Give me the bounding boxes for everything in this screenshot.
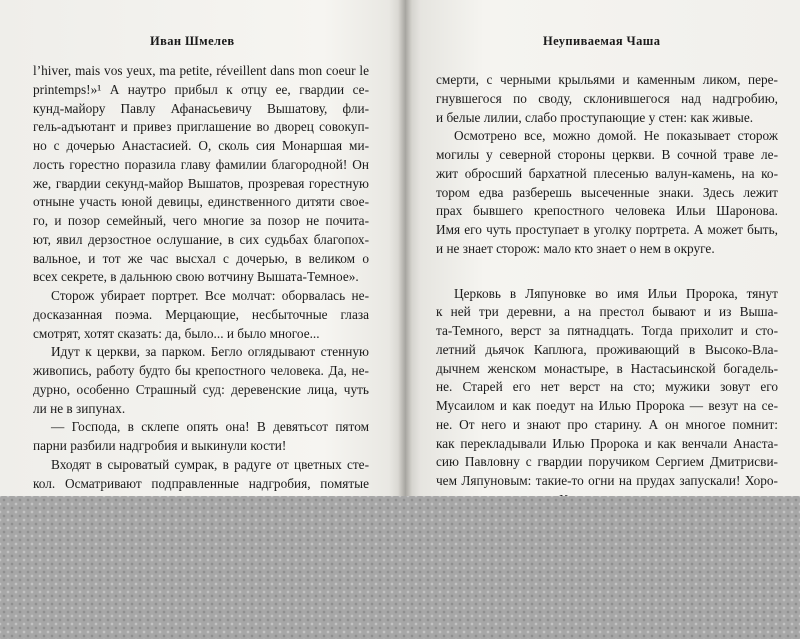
text-line: всех секрете, в дальнюю свою вотчину Вышата-Темное». bbox=[33, 269, 359, 285]
text-line: Входят в сыроватый сумрак, в радуге от цветных сте- bbox=[51, 456, 369, 472]
text-line: к ней три деревни, а на престол бывают и из Выша- bbox=[436, 304, 778, 320]
text-line: Мусаилом и как поедут на Илью Пророка — везут на се- bbox=[436, 398, 778, 413]
text-line: Имя его чуть проступает в уголку портрета. А может быть, bbox=[436, 222, 778, 237]
text-line: но с дочерью Анастасией. О, сколь сия Монаршая ми- bbox=[33, 138, 369, 153]
text-line: же, гвардии секунд-майор Вышатов, прозревая горестную bbox=[33, 175, 369, 191]
left-page bbox=[0, 0, 405, 496]
text-line: го, и позор семейный, чего многие за позор не почита- bbox=[33, 213, 369, 228]
text-line: досказанная поэма. Мерцающие, несбыточные глаза bbox=[33, 306, 369, 322]
text-line: отныне участь юной девицы, единственного дитяти свое- bbox=[33, 194, 369, 210]
text-line: жит обросший бархатной плесенью валун-камень, на ко- bbox=[436, 165, 778, 181]
halftone-background bbox=[0, 496, 800, 639]
text-line: ют, явил дерзостное ослушание, в сих судьбах благопох- bbox=[33, 231, 369, 247]
text-line: l’hiver, mais vos yeux, ma petite, réveillent dans mon coeur le bbox=[33, 63, 369, 78]
text-line: Идут к церкви, за парком. Бегло оглядывают стенную bbox=[51, 344, 369, 360]
text-line: Сторож убирает портрет. Все молчат: оборвалась не- bbox=[51, 288, 369, 303]
text-line: чем Ляпуновым: такие-то огни на прудах запускали! Хоро- bbox=[436, 473, 778, 488]
text-line: летний дьячок Каплюга, проживающий в Высоко-Вла- bbox=[436, 341, 778, 357]
text-line: живопись, работу будто бы крепостного человека. Да, не- bbox=[33, 363, 369, 378]
text-line: — Господа, в склепе опять она! В девятьсот пятом bbox=[51, 419, 369, 435]
text-line: сию Павловну с гвардии поручиком Сергием Дмитрисви- bbox=[436, 454, 778, 470]
text-line: парни разбили надгробия и выкинули кости! bbox=[33, 438, 287, 453]
text-line: кунд-майору Павлу Афанасьевичу Вышатову, фли- bbox=[33, 100, 369, 116]
book-gutter bbox=[398, 0, 412, 496]
text-line: тором едва разберешь высеченные знаки. Здесь лежит bbox=[436, 184, 778, 200]
right-page bbox=[405, 0, 800, 496]
text-line: смерти, с черными крыльями и каменным ликом, пере- bbox=[436, 72, 778, 87]
text-line: не. От него и знают про старину. А он многое помнит: bbox=[436, 416, 778, 432]
text-line: и не знает сторож: мало кто знает о нем в округе. bbox=[436, 240, 715, 256]
text-line: кол. Осматривают подправленные надгробия, помятые bbox=[33, 475, 369, 491]
text-line: дурно, особенно Страшный суд: деревенские лица, чуть bbox=[33, 381, 369, 397]
text-line: Осмотрено все, можно домой. Не показывает сторож bbox=[454, 128, 778, 144]
text-line: гель-адъютант и привез приглашение во дворец совокуп- bbox=[33, 119, 369, 135]
text-line: прах бывшего крепостного человека Ильи Шаронова. bbox=[436, 203, 778, 219]
text-line: та-Темного, верст за пятнадцать. Тогда прихолит и сто- bbox=[436, 323, 778, 338]
text-line: как перекладывали Илью Пророка и как венчали Анаста- bbox=[436, 435, 778, 451]
text-line: могилы у северной стороны церкви. В сочной траве ле- bbox=[436, 147, 778, 162]
running-head-author: Иван Шмелев bbox=[150, 34, 235, 48]
text-line: вальное, и тот же час высхал с дочерью, в великом о bbox=[33, 250, 369, 266]
text-line: гнувшегося по своду, склонившегося над надгробию, bbox=[436, 90, 778, 106]
running-head-title: Неупиваемая Чаша bbox=[543, 34, 661, 48]
text-line: смотрят, хотят сказать: да, было... и было многое... bbox=[33, 325, 320, 341]
text-line: Церковь в Ляпуновке во имя Ильи Пророка, тянут bbox=[454, 285, 778, 301]
text-line: не. Старей его нет верст на сто; мужики зовут его bbox=[436, 379, 778, 395]
text-line: и белые лилии, слабо проступающие у стен: как живые. bbox=[436, 109, 754, 125]
text-line: ли не в зипунах. bbox=[33, 400, 126, 416]
text-line: printemps!»¹ А наутро прибыл к отцу ее, гвардии се- bbox=[33, 81, 369, 97]
text-line: лость горестно поразила главу фамилии благородной! Он bbox=[33, 156, 369, 172]
text-line: дычнем женском монастыре, в Настасьинской богадель- bbox=[436, 360, 778, 376]
